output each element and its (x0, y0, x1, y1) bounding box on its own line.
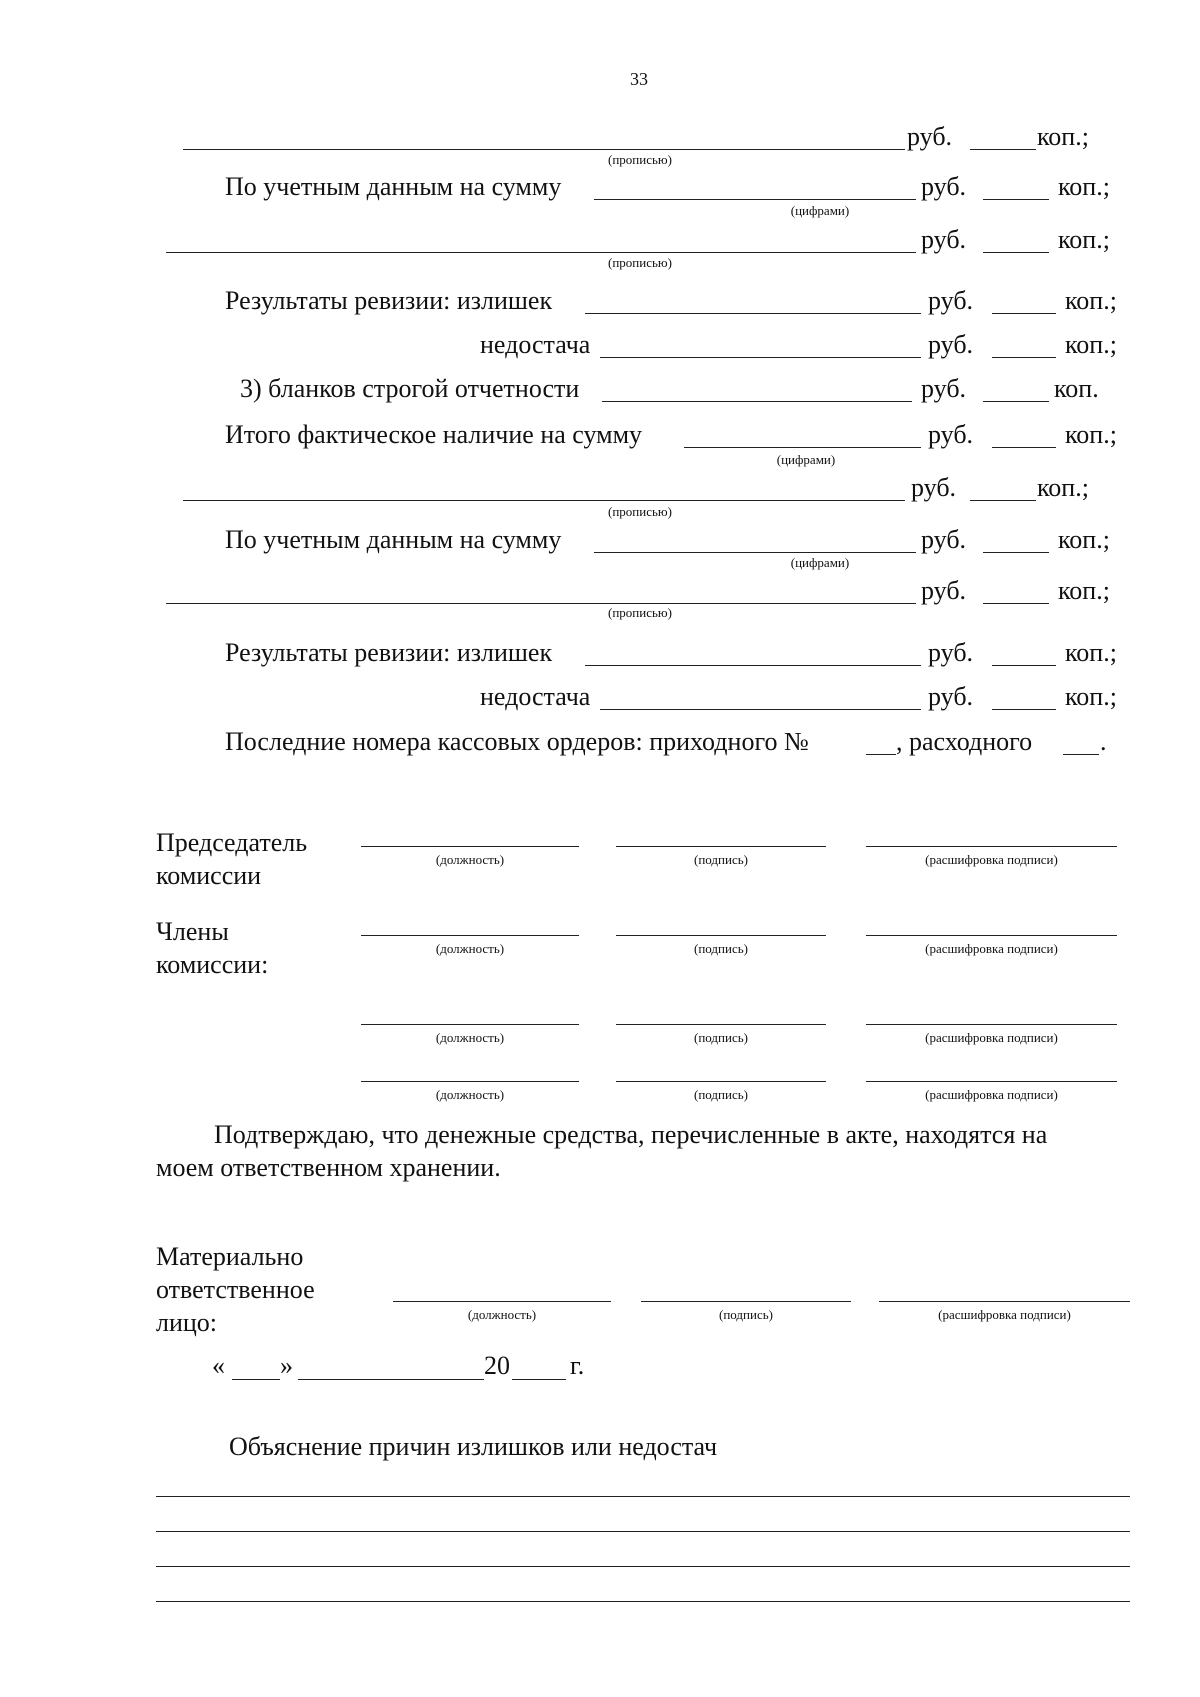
rub-label: руб. (921, 525, 967, 554)
responsible-line3: лицо: (156, 1308, 218, 1337)
kop-label: коп.; (1037, 473, 1089, 502)
member3-decode-line[interactable] (866, 1081, 1117, 1082)
accounting-digits-line[interactable] (594, 552, 916, 553)
rub-label: руб. (921, 374, 967, 403)
chairman-decode-line[interactable] (866, 846, 1117, 847)
signature-hint: (подпись) (694, 1030, 748, 1045)
decode-hint: (расшифровка подписи) (925, 852, 1058, 867)
explanation-title: Объяснение причин излишков или недостач (229, 1432, 718, 1461)
shortage-label: недостача (480, 330, 591, 359)
date-year-suffix: г. (570, 1351, 585, 1380)
chairman-label-line2: комиссии (156, 861, 262, 890)
explanation-line[interactable] (156, 1601, 1130, 1602)
signature-hint: (подпись) (694, 1087, 748, 1102)
date-month-line[interactable] (298, 1379, 484, 1380)
member1-decode-line[interactable] (866, 935, 1117, 936)
kop-label: коп.; (1065, 286, 1117, 315)
results-surplus-label: Результаты ревизии: излишек (225, 638, 553, 667)
kop-label: коп.; (1065, 638, 1117, 667)
member2-signature-line[interactable] (616, 1024, 826, 1025)
strict-forms-label: 3) бланков строгой отчетности (240, 374, 580, 403)
position-hint: (должность) (435, 1030, 505, 1045)
chairman-label-line1: Председатель (156, 828, 308, 857)
date-year-line[interactable] (512, 1379, 566, 1380)
rub-label: руб. (928, 286, 974, 315)
responsible-line1: Материально (156, 1242, 304, 1271)
members-label-line2: комиссии: (156, 950, 269, 979)
chairman-signature-line[interactable] (616, 846, 826, 847)
explanation-line[interactable] (156, 1531, 1130, 1532)
surplus-line[interactable] (585, 313, 921, 314)
outgoing-order-number-line[interactable] (1063, 754, 1099, 755)
position-hint: (должность) (435, 941, 505, 956)
position-hint: (должность) (435, 1087, 505, 1102)
kop-label: коп.; (1058, 576, 1110, 605)
kop-line[interactable] (992, 357, 1056, 358)
results-surplus-label: Результаты ревизии: излишек (225, 286, 553, 315)
amount-words-line[interactable] (183, 500, 905, 501)
amount-words-line[interactable] (166, 252, 916, 253)
kop-label: коп.; (1065, 330, 1117, 359)
date-day-line[interactable] (232, 1379, 280, 1380)
hint-words: (прописью) (608, 152, 672, 167)
accounting-digits-line[interactable] (594, 199, 916, 200)
signature-hint: (подпись) (694, 941, 748, 956)
confirmation-line2: моем ответственном хранении. (156, 1153, 501, 1182)
total-actual-label: Итого фактическое наличие на сумму (225, 420, 643, 449)
rub-label: руб. (911, 473, 957, 502)
responsible-signature-line[interactable] (641, 1301, 851, 1302)
member1-signature-line[interactable] (616, 935, 826, 936)
member3-signature-line[interactable] (616, 1081, 826, 1082)
total-digits-line[interactable] (684, 447, 921, 448)
orders-text-start: Последние номера кассовых ордеров: приходного № (225, 727, 809, 756)
responsible-decode-line[interactable] (879, 1301, 1130, 1302)
kop-line[interactable] (992, 313, 1056, 314)
kop-line[interactable] (983, 401, 1049, 402)
kop-line[interactable] (992, 447, 1056, 448)
rub-label: руб. (921, 576, 967, 605)
member2-position-line[interactable] (361, 1024, 579, 1025)
kop-line[interactable] (992, 665, 1056, 666)
amount-words-line[interactable] (166, 603, 916, 604)
rub-label: руб. (928, 682, 974, 711)
position-hint: (должность) (435, 852, 505, 867)
amount-words-line[interactable] (183, 149, 905, 150)
kop-line[interactable] (970, 500, 1036, 501)
rub-label: руб. (928, 420, 974, 449)
shortage-line[interactable] (600, 357, 921, 358)
hint-digits: (цифрами) (790, 203, 850, 218)
shortage-label: недостача (480, 682, 591, 711)
rub-label: руб. (928, 638, 974, 667)
kop-line[interactable] (992, 709, 1056, 710)
rub-label: руб. (921, 225, 967, 254)
kop-line[interactable] (983, 552, 1049, 553)
hint-digits: (цифрами) (790, 555, 850, 570)
date-open-quote: « (212, 1351, 225, 1380)
accounting-label: По учетным данным на сумму (225, 525, 562, 554)
shortage-line[interactable] (600, 709, 921, 710)
rub-label: руб. (921, 172, 967, 201)
kop-label: коп.; (1058, 225, 1110, 254)
hint-words: (прописью) (608, 504, 672, 519)
member2-decode-line[interactable] (866, 1024, 1117, 1025)
confirmation-line1: Подтверждаю, что денежные средства, перечисленные в акте, находятся на (214, 1120, 1048, 1149)
rub-label: руб. (928, 330, 974, 359)
surplus-line[interactable] (585, 665, 921, 666)
orders-text-mid: , расходного (896, 727, 1033, 756)
signature-hint: (подпись) (694, 852, 748, 867)
rub-label: руб. (907, 122, 953, 151)
orders-text-end: . (1100, 727, 1107, 756)
kop-line[interactable] (983, 603, 1049, 604)
incoming-order-number-line[interactable] (866, 754, 896, 755)
member1-position-line[interactable] (361, 935, 579, 936)
strict-forms-line[interactable] (602, 401, 912, 402)
responsible-position-line[interactable] (393, 1301, 611, 1302)
chairman-position-line[interactable] (361, 846, 579, 847)
position-hint: (должность) (467, 1307, 537, 1322)
members-label-line1: Члены (156, 917, 229, 946)
kop-label: коп.; (1058, 172, 1110, 201)
decode-hint: (расшифровка подписи) (925, 1087, 1058, 1102)
kop-label: коп.; (1065, 682, 1117, 711)
date-close-quote: » (280, 1351, 293, 1380)
decode-hint: (расшифровка подписи) (925, 1030, 1058, 1045)
accounting-label: По учетным данным на сумму (225, 172, 562, 201)
explanation-line[interactable] (156, 1566, 1130, 1567)
page-number: 33 (630, 69, 648, 89)
member3-position-line[interactable] (361, 1081, 579, 1082)
kop-line[interactable] (983, 252, 1049, 253)
kop-line[interactable] (970, 149, 1036, 150)
responsible-line2: ответственное (156, 1275, 315, 1304)
kop-label: коп. (1054, 374, 1099, 403)
kop-line[interactable] (983, 199, 1049, 200)
kop-label: коп.; (1065, 420, 1117, 449)
hint-words: (прописью) (608, 605, 672, 620)
decode-hint: (расшифровка подписи) (938, 1307, 1071, 1322)
kop-label: коп.; (1037, 122, 1089, 151)
date-year-prefix: 20 (484, 1351, 510, 1380)
hint-words: (прописью) (608, 255, 672, 270)
kop-label: коп.; (1058, 525, 1110, 554)
signature-hint: (подпись) (719, 1307, 773, 1322)
hint-digits: (цифрами) (776, 452, 836, 467)
decode-hint: (расшифровка подписи) (925, 941, 1058, 956)
explanation-line[interactable] (156, 1496, 1130, 1497)
